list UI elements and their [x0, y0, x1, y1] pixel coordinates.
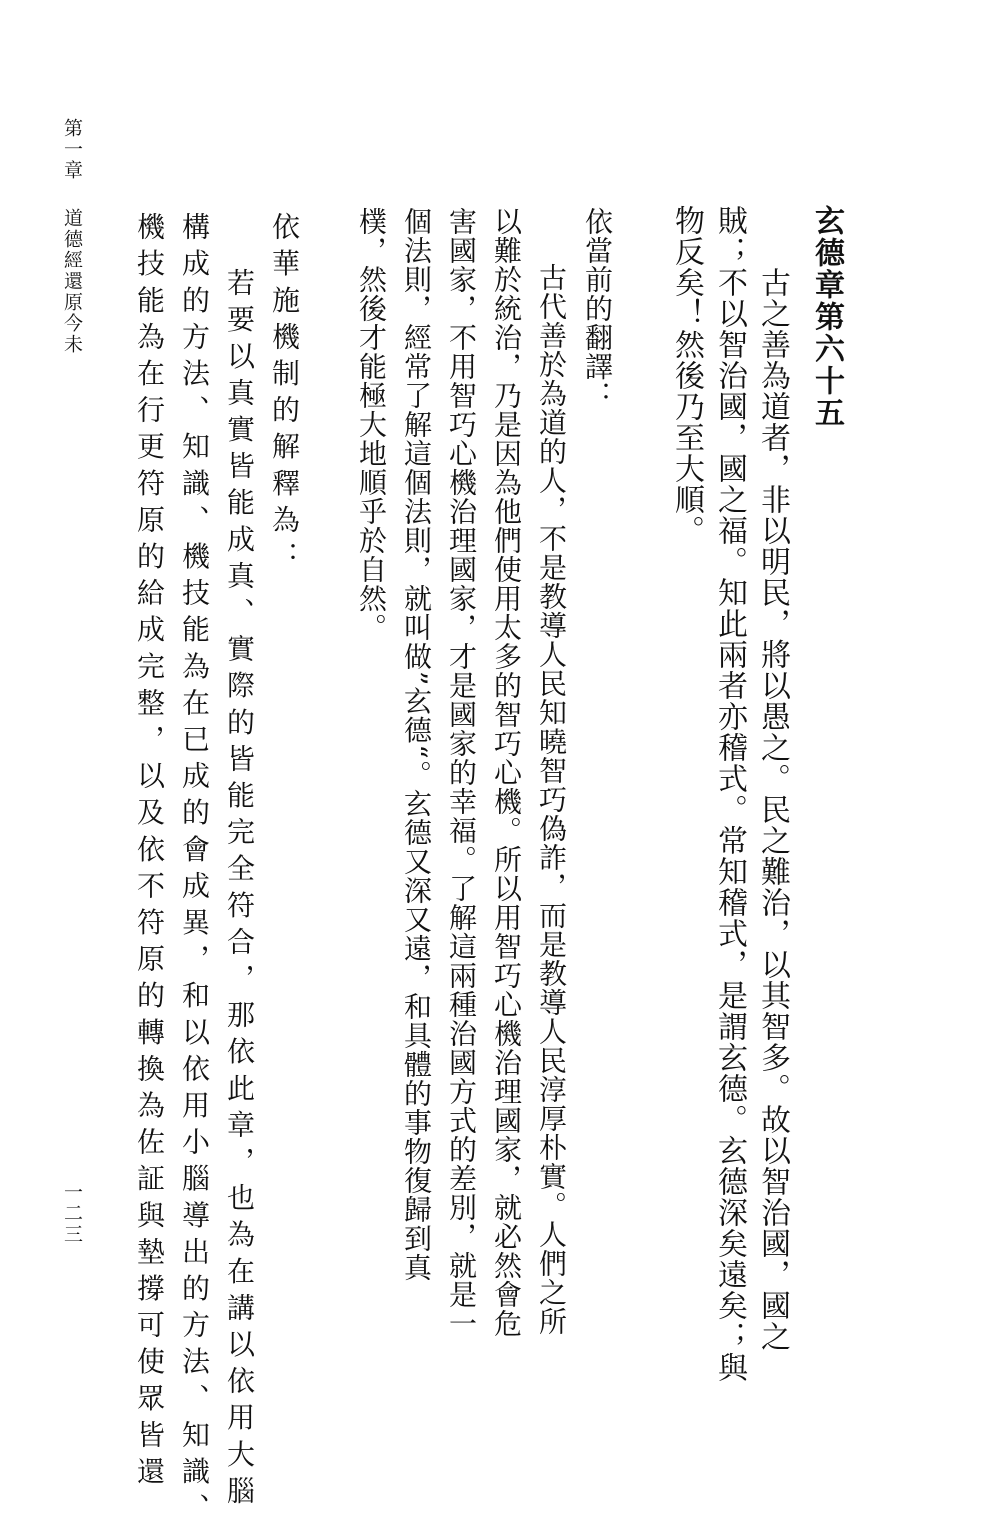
- interpretation-line: 若要以真實皆能成真、實際的皆能完全符合，那依此章，也為在講以依用大腦: [223, 268, 256, 1513]
- translation-heading: 依當前的翻譯：: [581, 207, 614, 410]
- translation-line: 樸，然後才能極大地順乎於自然。: [355, 207, 388, 642]
- chapter-label: 第一章: [61, 118, 83, 181]
- translation-line: 害國家，不用智巧心機治理國家，才是國家的幸福。了解這兩種治國方式的差別，就是一: [445, 207, 478, 1338]
- translation-line: 以難於統治，乃是因為他們使用太多的智巧心機。所以用智巧心機治理國家，就必然會危: [490, 207, 523, 1338]
- original-text-line: 古之善為道者，非以明民，將以愚之。民之難治，以其智多。故以智治國，國之: [755, 267, 790, 1352]
- translation-line: 個法則，經常了解這個法則，就叫做”玄德“。玄德又深又遠，和具體的事物復歸到真: [400, 207, 433, 1282]
- section-title: 玄德章第六十五: [809, 205, 844, 429]
- original-text-line: 物反矣！然後乃至大順。: [669, 205, 704, 546]
- page-number: 一二三: [61, 1182, 83, 1245]
- interpretation-line: 機技能為在行更符原的給成完整，以及依不符原的轉換為佐証與墊撐可使眾皆還: [133, 212, 166, 1493]
- interpretation-heading: 依華施機制的解釋為：: [268, 212, 301, 578]
- interpretation-line: 構成的方法、知識、機技能為在已成的會成異，和以依用小腦導出的方法、知識、: [178, 212, 211, 1530]
- original-text-line: 賊；不以智治國，國之福。知此兩者亦稽式。常知稽式，是謂玄德。玄德深矣遠矣；與: [712, 205, 747, 1383]
- translation-line: 古代善於為道的人，不是教導人民知曉智巧偽詐，而是教導人民淳厚朴實。人們之所: [535, 263, 568, 1336]
- book-title: 道德經還原今未: [61, 208, 83, 355]
